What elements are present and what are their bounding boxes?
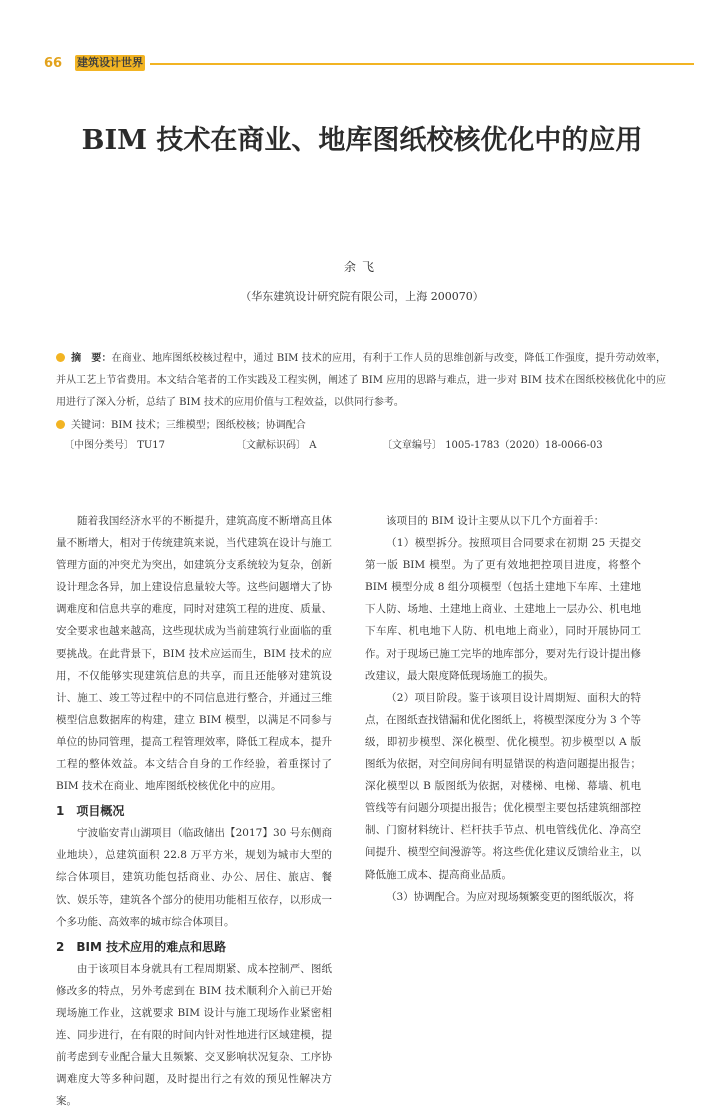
intro-paragraph: 随着我国经济水平的不断提升，建筑高度不断增高且体量不断增大，相对于传统建筑来说，当代建筑在设计与施工管理方面的冲突尤为突出，如建筑分支系统较为复杂，创新设计理念各异，加上建设信息量较大等。这些问题增大了协调难度和信息共享的难度，同时对建筑工程的进度、质量、安全要求也越来越高，这些现状成为当前建筑行业面临的重要挑战。在此背景下，BIM 技术应运而生，BIM 技术的应用，不仅能够实现建筑信息的共享，而且还能够对建筑设计、施工、竣工等过程中的不同信息进行整合，并通过三维模型信息数据库的构建，建立 BIM 模型，以满足不同参与单位的协同管理，提高工程管理效率，降低工程成本，提升工程的整体效益。本文结合自身的工作经验，着重探讨了 BIM 技术在商业、地库图纸校核优化中的应用。 [56,515,332,793]
section-2-heading: 2 BIM 技术应用的难点和思路 [56,939,227,954]
doc-code-label: 〔文献标识码〕 [236,440,306,451]
model-split-paragraph: （1）模型拆分。按照项目合同要求在初期 25 天提交第一版 BIM 模型。为了更有效地把控项目进度，将整个 BIM 模型分成 8 组分项模型（包括土建地下车库、土建地下人防、场地、土建地上商业、土建地上一层办公、机电地下车库、机电地下人防、机电地上商业），同时开展协同工作。对于现场已施工完毕的地库部分，要对先行设计提出修改建议，最大限度降低现场施工的损失。 [365,537,641,682]
keywords-bullet-icon [56,420,65,429]
abstract-bullet-icon [56,353,65,362]
page-number: 66 [44,56,63,71]
author-name: 余飞 [343,260,380,274]
abstract [56,348,666,414]
keywords-label: 关键词： [71,420,111,431]
article-number-label: 〔文章编号〕 [382,440,442,451]
body-left-column [56,510,332,1112]
keywords [56,416,666,431]
doc-code-value: A [309,440,317,451]
journal-logo: 建筑设计世界 [77,56,143,69]
clc-label: 〔中图分类号〕 [64,440,134,451]
author-affiliation: （华东建筑设计研究院有限公司，上海 200070） [240,290,484,303]
section-1-heading: 1 项目概况 [56,804,125,819]
abstract-label: 摘 要： [71,353,112,364]
body-right-column [365,510,641,908]
scope-paragraph: 该项目的 BIM 设计主要从以下几个方面着手： [386,515,605,527]
clc-number [64,436,165,451]
article-number [382,436,603,451]
section-2-paragraph: 由于该项目本身就具有工程周期紧、成本控制严、图纸修改多的特点，另外考虑到在 BIM 技术顺利介入前已开始现场施工作业，这就要求 BIM 设计与施工现场作业紧密相连、同步进行，在有限的时间内针对性地进行区域建模，提前考虑到专业配合量大且频繁、交叉影响状况复杂、工序协调难度大等多种问题，及时提出行之有效的预见性解决方案。 [56,962,332,1108]
page-header [0,48,724,78]
doc-code [236,436,316,451]
header-divider [150,63,694,65]
coordination-paragraph: （3）协调配合。为应对现场频繁变更的图纸版次，将 [386,890,635,903]
keywords-text: BIM 技术；三维模型；图纸校核；协调配合 [111,420,306,431]
article-title: BIM 技术在商业、地库图纸校核优化中的应用 [81,125,643,156]
clc-value: TU17 [137,440,166,451]
abstract-text: 在商业、地库图纸校核过程中，通过 BIM 技术的应用，有利于工作人员的思维创新与改变，降低工作强度，提升劳动效率，并从工艺上节省费用。本文结合笔者的工作实践及工程实例，阐述了 BIM 应用的思路与难点，进一步对 BIM 技术在图纸校核优化中的应用进行了深入分析，总结了 BIM 技术的应用价值与工程效益，以供同行参考。 [56,353,667,408]
section-1-paragraph: 宁波临安青山湖项目（临政储出【2017】30 号东侧商业地块），总建筑面积 22.8 万平方米，规划为城市大型的综合体项目，建筑功能包括商业、办公、居住、旅店、餐饮、娱乐等，建筑各个部分的使用功能相互依存，以形成一个多功能、高效率的城市综合体项目。 [56,827,332,928]
project-stage-paragraph: （2）项目阶段。鉴于该项目设计周期短、面积大的特点，在图纸查找错漏和优化图纸上，将模型深度分为 3 个等级，即初步模型、深化模型、优化模型。初步模型以 A 版图纸为依据，对空间房间有明显错误的构造问题提出报告；深化模型以 B 版图纸为依据，对楼梯、电梯、幕墙、机电管线等有问题分项提出报告；优化模型主要包括建筑细部控制、门窗材料统计、栏杆扶手节点、机电管线优化、净高空间提升、模型空间漫游等。将这些优化建议反馈给业主，以降低施工成本、提高商业品质。 [365,691,641,881]
article-number-value: 1005-1783（2020）18-0066-03 [445,440,603,451]
